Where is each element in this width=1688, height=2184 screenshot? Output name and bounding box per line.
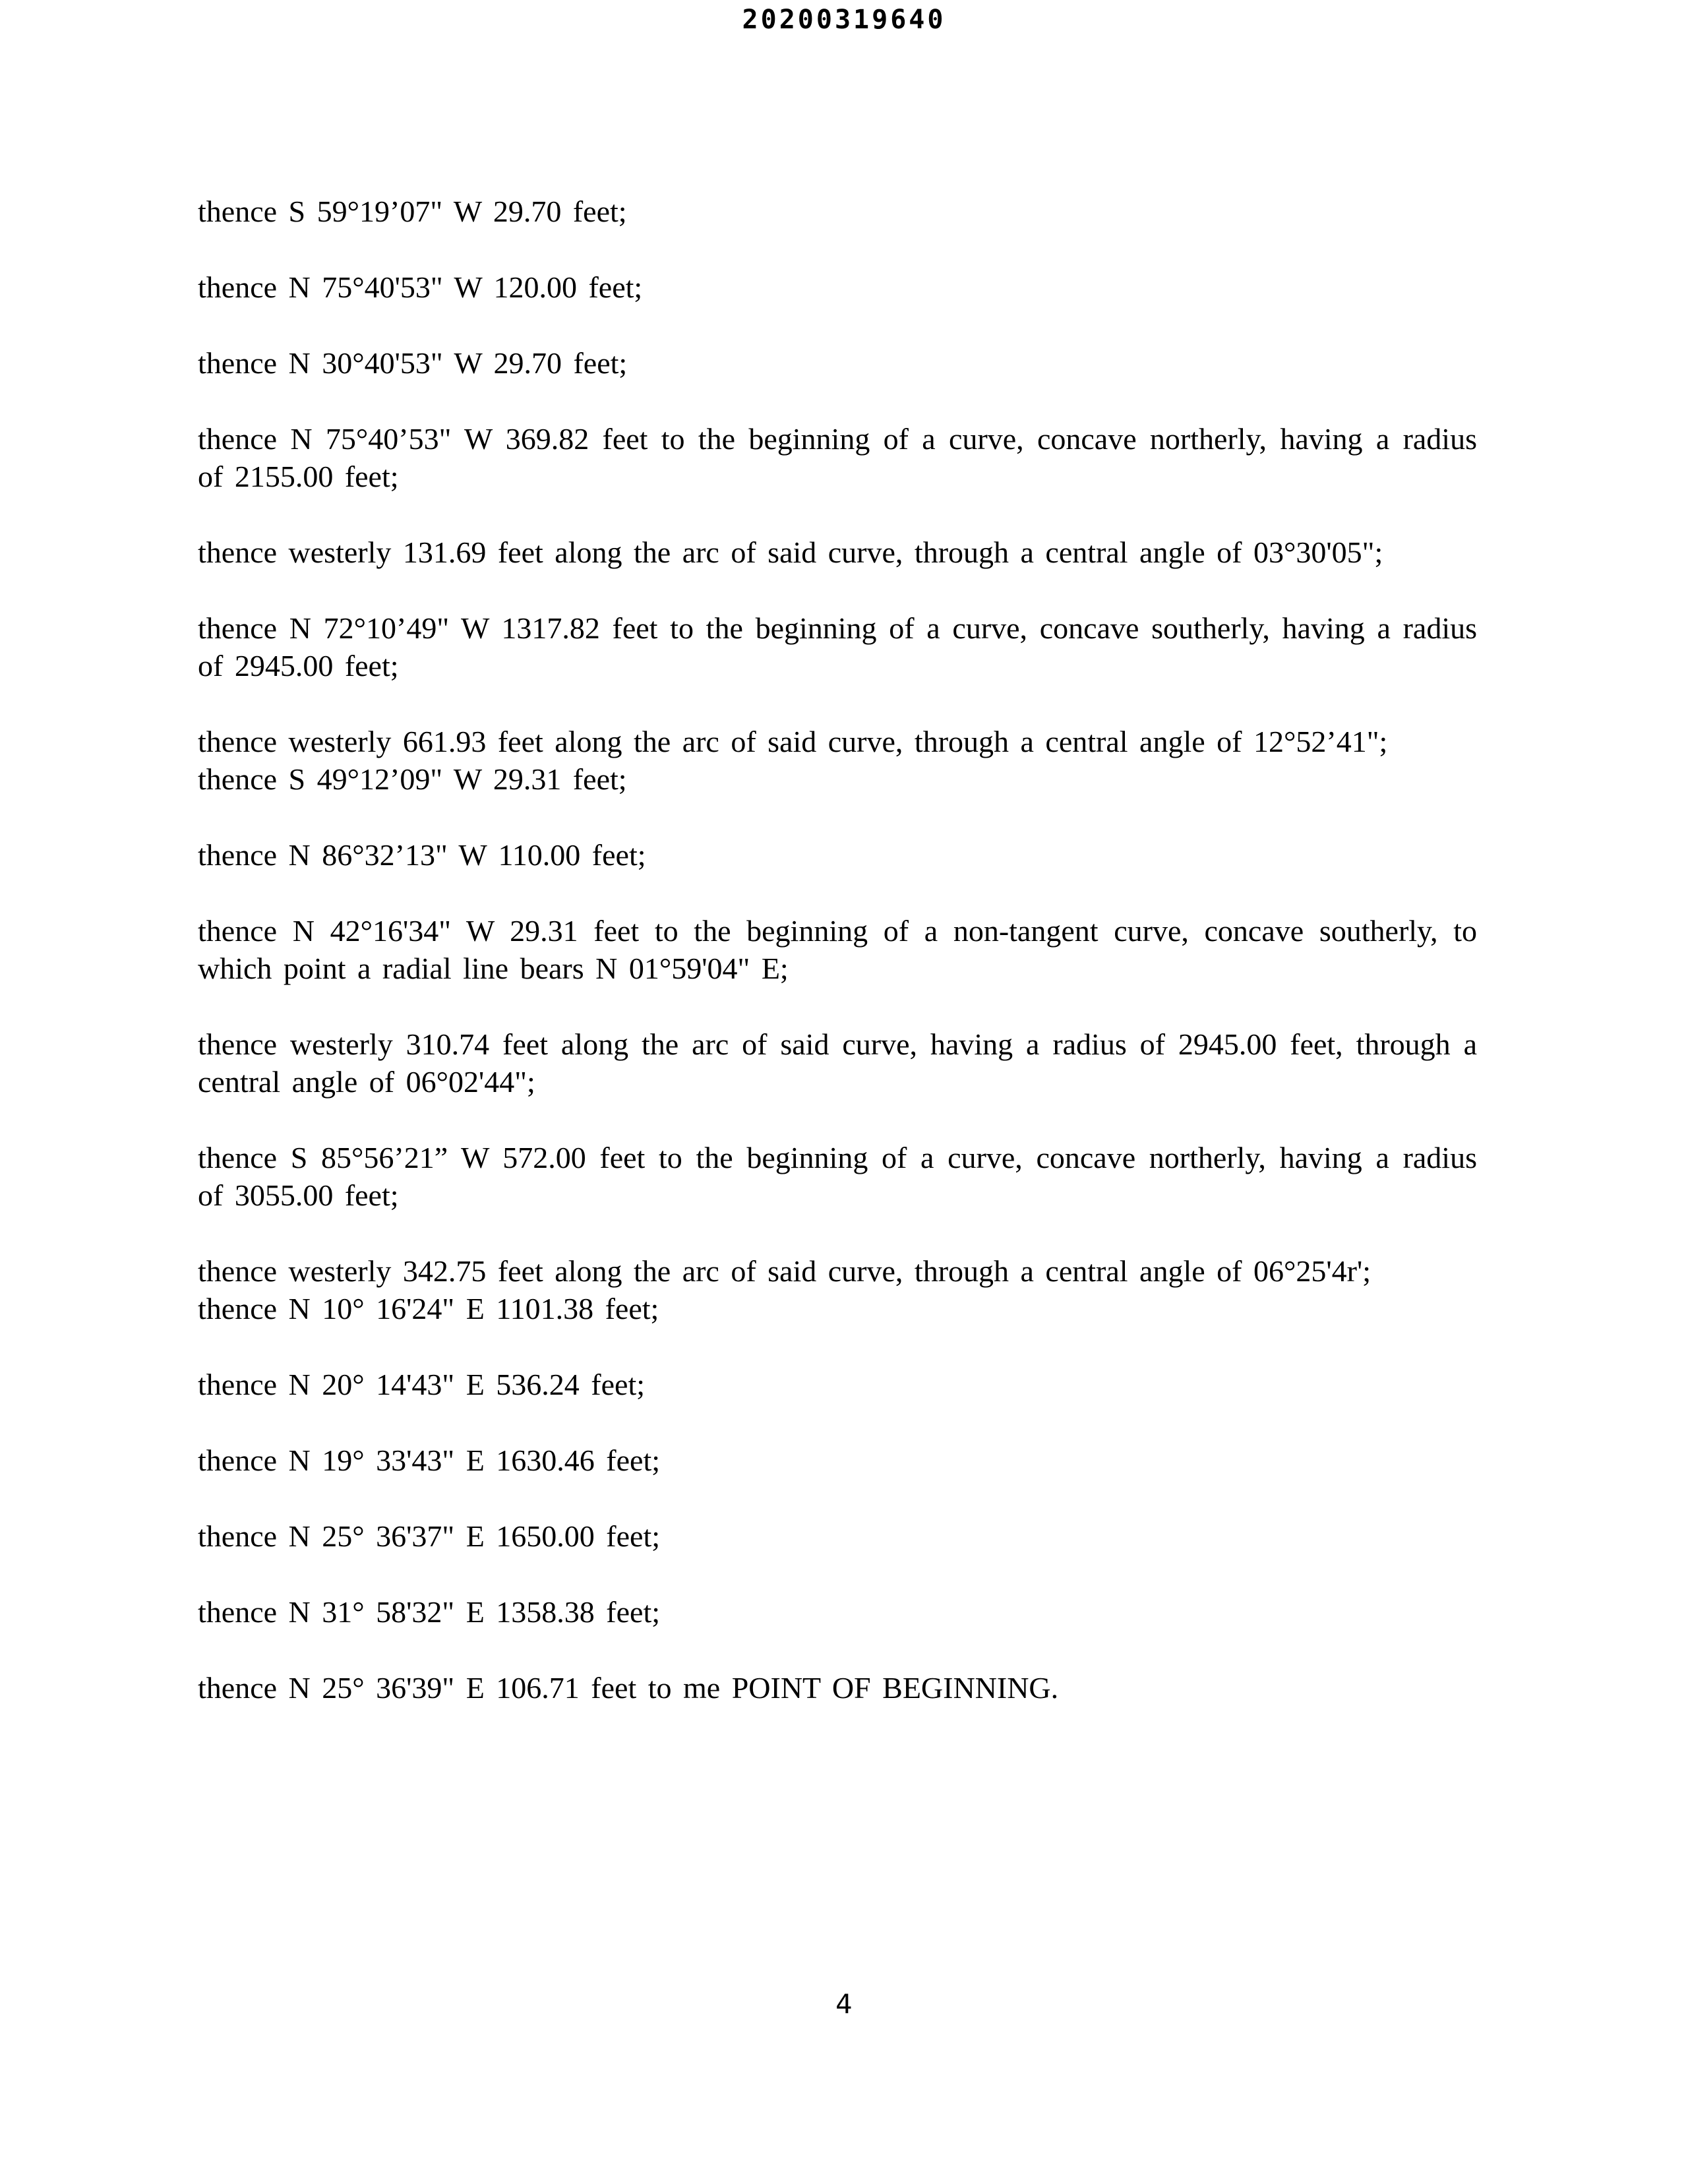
course-line: thence N 10° 16'24" E 1101.38 feet; [198,1292,659,1325]
course-line: thence N 25° 36'37" E 1650.00 feet; [198,1519,661,1553]
course-paragraph [198,268,1477,306]
course-paragraph [198,1252,1477,1327]
course-paragraph [198,912,1477,987]
course-paragraph [198,723,1477,798]
course-line: thence westerly 342.75 feet along the arc of said curve, through a central angle of 06°25'4r'; [198,1254,1372,1288]
course-line: thence S 85°56’21” W 572.00 feet to the beginning of a curve, concave northerly, having a radius of 3055.00 feet; [198,1141,1477,1212]
course-line: thence N 30°40'53" W 29.70 feet; [198,346,628,380]
course-line: thence westerly 131.69 feet along the arc of said curve, through a central angle of 03°30'05"; [198,535,1383,569]
course-line: thence N 31° 58'32" E 1358.38 feet; [198,1595,661,1629]
course-paragraph [198,1366,1477,1403]
course-paragraph [198,533,1477,571]
course-line: thence S 59°19’07" W 29.70 feet; [198,195,627,228]
course-line: thence N 86°32’13" W 110.00 feet; [198,838,646,872]
course-line: thence westerly 661.93 feet along the arc of said curve, through a central angle of 12°52’41"; [198,725,1388,758]
course-paragraph [198,609,1477,684]
course-paragraph [198,836,1477,874]
course-paragraph [198,1441,1477,1479]
course-paragraph [198,344,1477,382]
course-paragraph [198,1139,1477,1214]
course-line: thence N 75°40’53" W 369.82 feet to the beginning of a curve, concave northerly, having a radius of 2155.00 feet; [198,422,1477,493]
course-line: thence N 25° 36'39" E 106.71 feet to me POINT OF BEGINNING. [198,1671,1059,1705]
course-paragraph [198,1025,1477,1101]
page-number: 4 [835,1989,853,2020]
course-line: thence N 19° 33'43" E 1630.46 feet; [198,1443,661,1477]
course-line: thence S 49°12’09" W 29.31 feet; [198,762,627,796]
course-line: thence N 75°40'53" W 120.00 feet; [198,270,643,304]
course-paragraph [198,420,1477,495]
legal-description-body [198,193,1477,1745]
course-line: thence N 72°10’49" W 1317.82 feet to the beginning of a curve, concave southerly, having a radius of 2945.00 feet; [198,611,1477,682]
course-line: thence westerly 310.74 feet along the arc of said curve, having a radius of 2945.00 feet, through a central angle of 06°02'44"; [198,1027,1477,1099]
course-line: thence N 20° 14'43" E 536.24 feet; [198,1368,646,1401]
course-line: thence N 42°16'34" W 29.31 feet to the beginning of a non-tangent curve, concave southerly, to which point a radial line bears N 01°59'04" E; [198,914,1477,985]
document-number: 20200319640 [742,5,946,35]
course-paragraph [198,1517,1477,1555]
course-paragraph [198,193,1477,230]
course-paragraph [198,1669,1477,1707]
course-paragraph [198,1593,1477,1631]
